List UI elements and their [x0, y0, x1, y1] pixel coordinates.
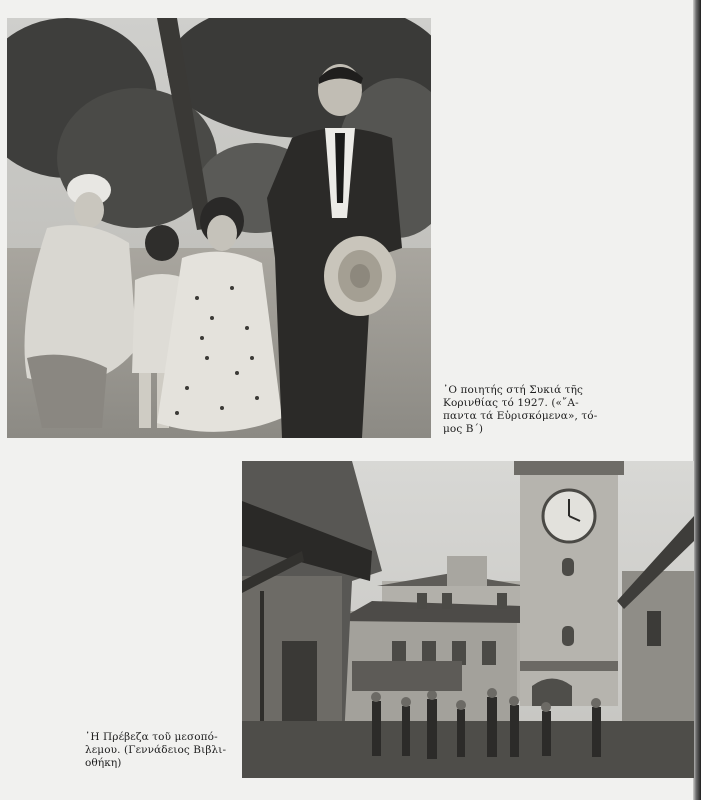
caption-line: ῾Η Πρέβεζα τοῦ μεσοπό-: [85, 731, 218, 743]
preveza-street-photo: [242, 461, 694, 778]
caption-line: Κορινθίας τό 1927. («῎Α-: [443, 397, 579, 409]
family-portrait-photo: [7, 18, 431, 438]
page-binding-edge: [693, 0, 701, 800]
top-photo-caption: [443, 384, 597, 436]
caption-line: μος Β΄): [443, 423, 484, 435]
caption-line: ᾿Ο ποιητής στή Συκιά τῆς: [443, 384, 584, 396]
bottom-photo-caption: [85, 731, 226, 770]
caption-line: παντα τά Εὑρισκόμενα», τό-: [443, 410, 598, 422]
caption-line: λεμου. (Γεννάδειος Βιβλι-: [85, 744, 227, 756]
caption-line: οθήκη): [85, 757, 122, 769]
